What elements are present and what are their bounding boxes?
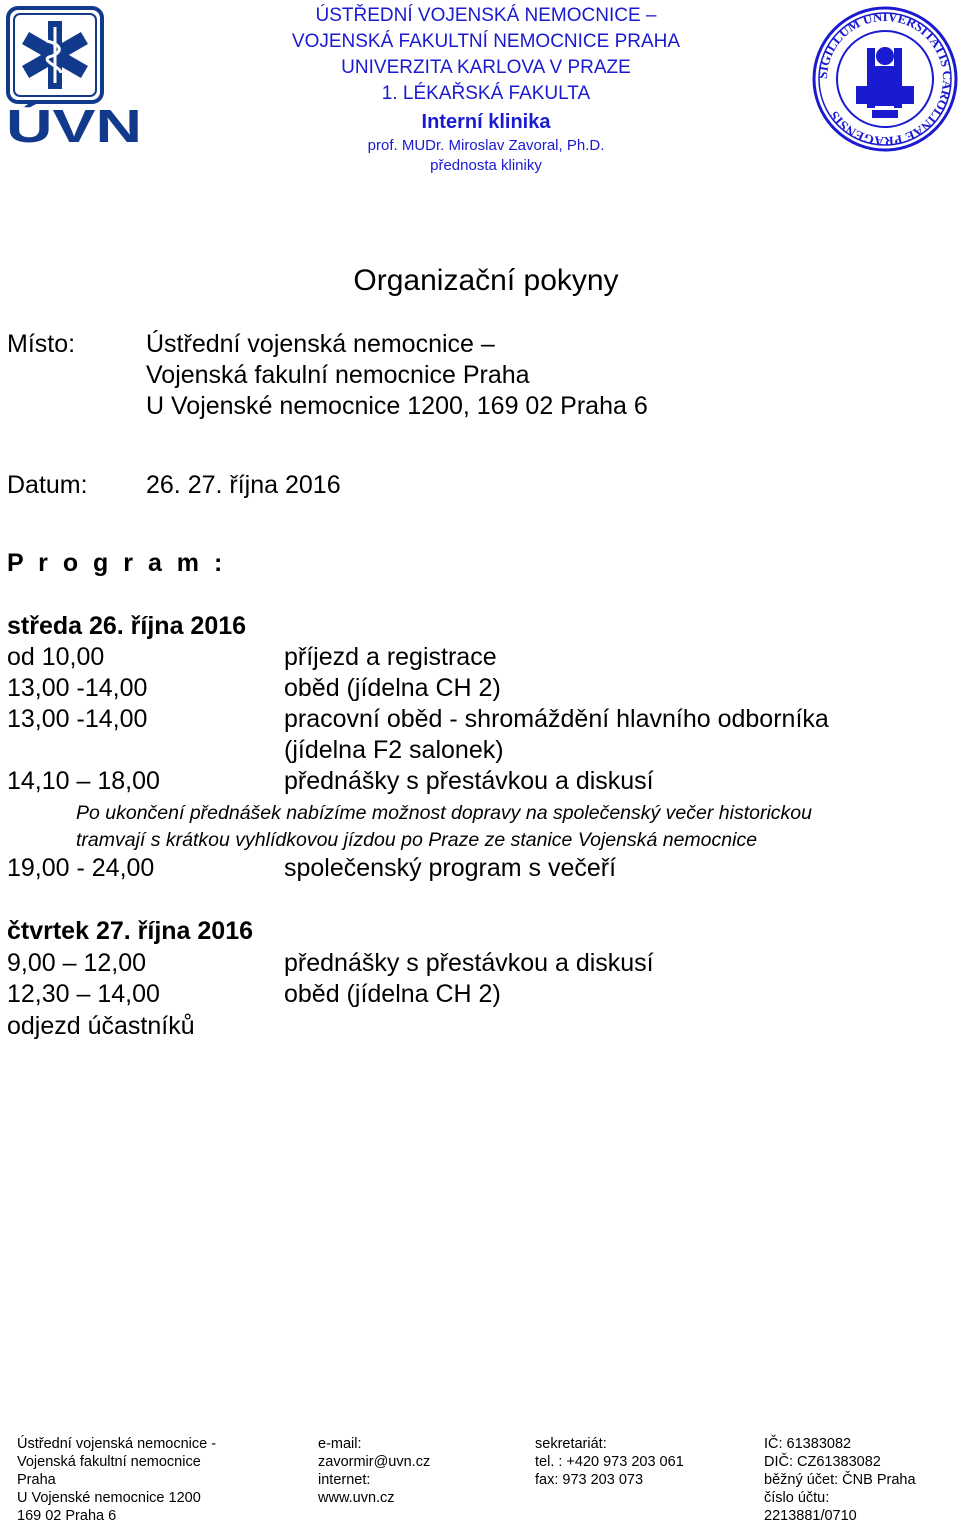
footer-fax: fax: 973 203 073 [535,1472,644,1488]
day2-heading: čtvrtek 27. října 2016 [7,917,253,945]
day1-row1-time: od 10,00 [7,643,105,671]
day2-departure: odjezd účastníků [7,1012,195,1040]
footer-col1-line2: Vojenská fakultní nemocnice [17,1454,201,1470]
footer-account-number: 2213881/0710 [764,1508,857,1524]
day1-note-line1: Po ukončení přednášek nabízíme možnost dopravy na společenský večer historickou [76,802,812,824]
date-value: 26. 27. října 2016 [146,471,341,499]
clinic-head-name: prof. MUDr. Miroslav Zavoral, Ph.D. [367,137,605,154]
day1-row3-text: pracovní oběd - shromáždění hlavního odborníka [284,705,829,733]
header-line-4: 1. LÉKAŘSKÁ FAKULTA [381,83,591,104]
place-line-1: Ústřední vojenská nemocnice – [146,330,495,358]
day1-note-line2: tramvají s krátkou vyhlídkovou jízdou po Praze ze stanice Vojenská nemocnice [76,829,758,851]
day1-row2-text: oběd (jídelna CH 2) [284,674,501,702]
day1-evening-time: 19,00 - 24,00 [7,854,155,882]
day1-evening-text: společenský program s večeří [284,854,617,882]
footer-bank: běžný účet: ČNB Praha [764,1472,916,1488]
day1-row1-text: příjezd a registrace [284,643,497,671]
place-label: Místo: [7,330,76,358]
day2-row2-text: oběd (jídelna CH 2) [284,980,501,1008]
day2-row1-time: 9,00 – 12,00 [7,949,147,977]
footer-phone: tel. : +420 973 203 061 [535,1454,684,1470]
clinic-head-role: přednosta kliniky [430,157,542,174]
footer-col1-line1: Ústřední vojenská nemocnice - [17,1436,217,1452]
header-line-1: ÚSTŘEDNÍ VOJENSKÁ NEMOCNICE – [315,5,657,26]
footer-col1-line3: Praha [17,1472,56,1488]
footer-ic: IČ: 61383082 [764,1436,852,1452]
day1-heading: středa 26. října 2016 [7,612,247,640]
place-line-2: Vojenská fakulní nemocnice Praha [146,361,530,389]
footer-account-label: číslo účtu: [764,1490,830,1506]
day1-row4-text: (jídelna F2 salonek) [284,736,504,764]
day1-row5-time: 14,10 – 18,00 [7,767,160,795]
program-label: P r o g r a m : [7,549,227,577]
day2-row1-text: přednášky s přestávkou a diskusí [284,949,654,977]
header-line-2: VOJENSKÁ FAKULTNÍ NEMOCNICE PRAHA [291,31,681,52]
svg-text:SIGILLUM UNIVERSITATIS CAROLIN: SIGILLUM UNIVERSITATIS CAROLINAE PRAGENSIS [814,8,956,150]
footer-internet-label: internet: [318,1472,371,1488]
footer-email-label: e-mail: [318,1436,362,1452]
day1-row5-text: přednášky s přestávkou a diskusí [284,767,654,795]
footer-secretariat-label: sekretariát: [535,1436,607,1452]
header-line-3: UNIVERZITA KARLOVA V PRAZE [341,57,631,78]
day1-row3-time: 13,00 -14,00 [7,705,148,733]
footer-dic: DIČ: CZ61383082 [764,1454,881,1470]
footer-email-link[interactable]: zavormir@uvn.cz [318,1454,431,1470]
clinic-name: Interní klinika [421,111,551,133]
footer [0,1432,960,1524]
footer-website-link[interactable]: www.uvn.cz [318,1490,395,1506]
day2-row2-time: 12,30 – 14,00 [7,980,160,1008]
day1-row2-time: 13,00 -14,00 [7,674,148,702]
date-label: Datum: [7,471,88,499]
svg-text:ÚVN: ÚVN [6,100,142,152]
place-line-3: U Vojenské nemocnice 1200, 169 02 Praha 6 [146,392,648,420]
footer-col1-line5: 169 02 Praha 6 [17,1508,117,1524]
document-title: Organizační pokyny [353,264,619,297]
footer-col1-line4: U Vojenské nemocnice 1200 [17,1490,201,1506]
